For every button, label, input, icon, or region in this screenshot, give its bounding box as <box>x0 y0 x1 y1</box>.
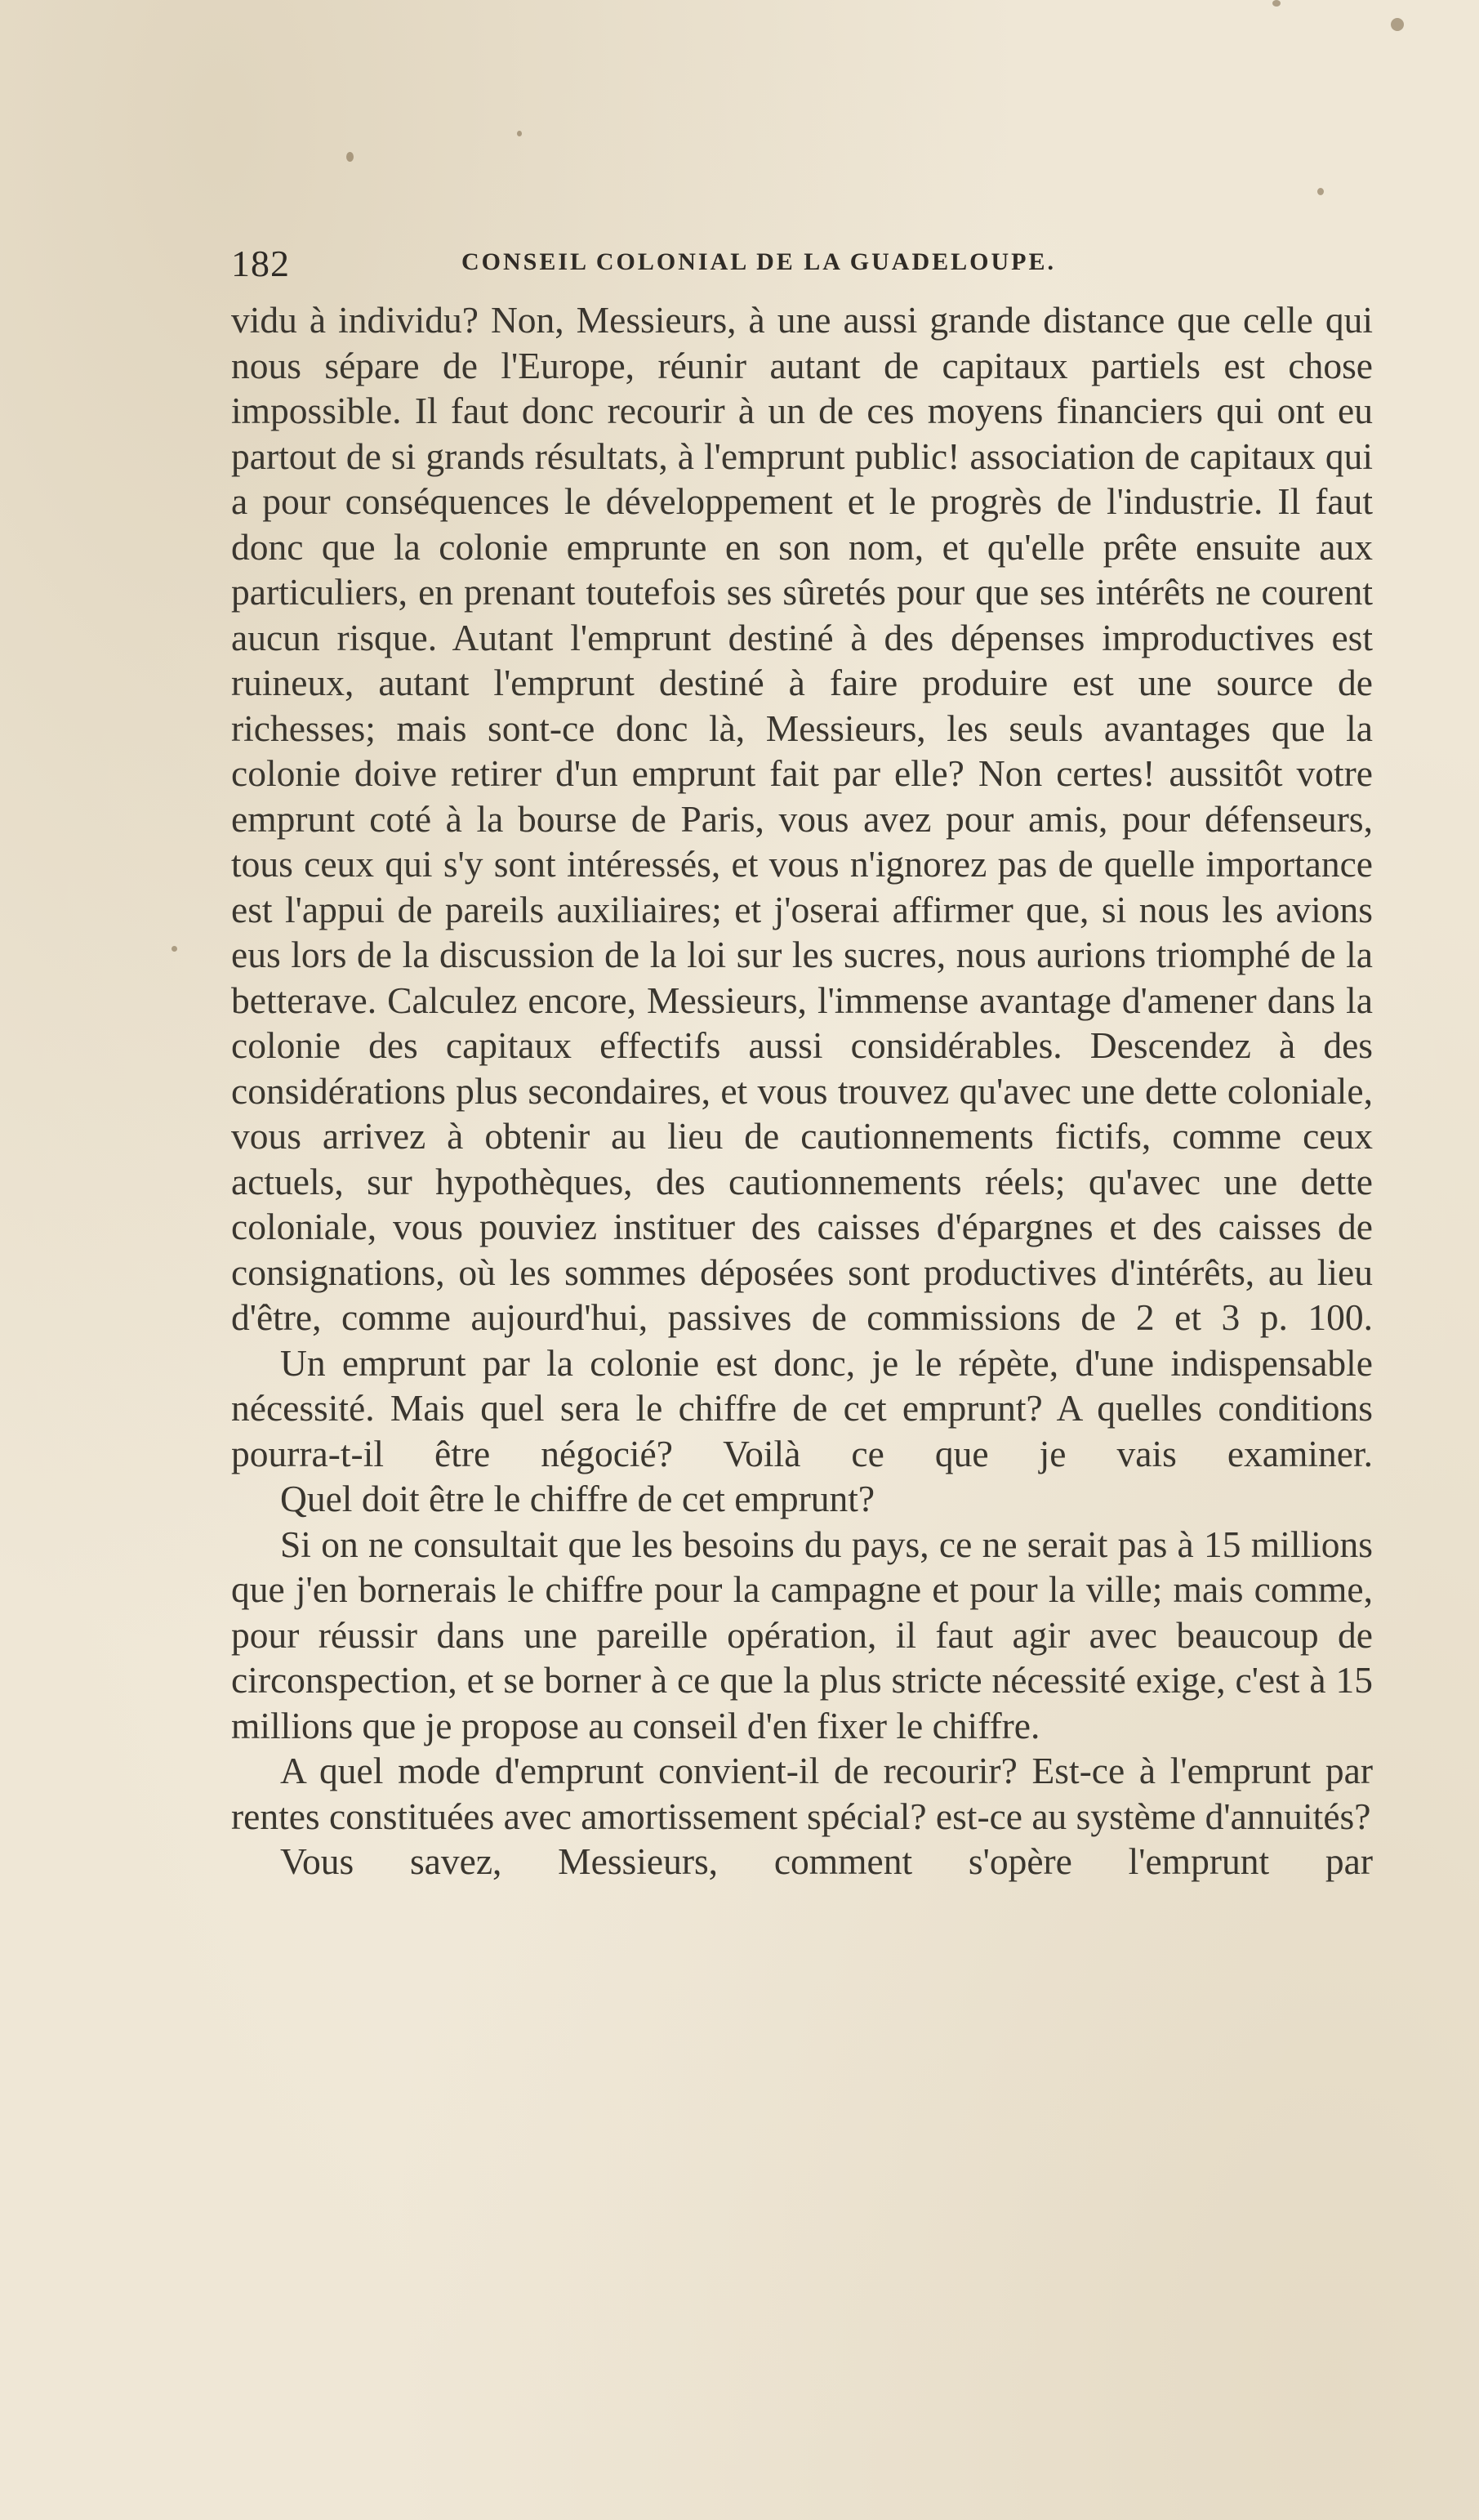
running-title: CONSEIL COLONIAL DE LA GUADELOUPE. <box>461 248 1056 275</box>
foxing-spot <box>172 946 177 952</box>
paragraph: Un emprunt par la colonie est donc, je le répète, d'une indispensable nécessité. Mais quel sera le chiffre de cet emprunt? A quelles conditions pourra-t-il être négocié? Voilà ce que je vais examiner. <box>231 1341 1373 1474</box>
paragraph: Vous savez, Messieurs, comment s'opère l'emprunt par <box>280 1840 1373 1882</box>
foxing-spot <box>1391 18 1404 31</box>
foxing-spot <box>1272 0 1281 7</box>
page-number: 182 <box>231 243 290 284</box>
running-head <box>231 242 1325 291</box>
paragraph: Quel doit être le chiffre de cet emprunt? <box>280 1478 875 1519</box>
paragraph: vidu à individu? Non, Messieurs, à une aussi grande distance que celle qui nous sépare de l'Europe, réunir autant de capitaux partiels est chose impossible. Il faut donc recourir à un de ces moyens financiers qui ont eu partout de si grands résultats, à l'emprunt public! association de capitaux qui a pour conséquences le développement et le progrès de l'industrie. Il faut donc que la colonie emprunte en son nom, et qu'elle prête ensuite aux particuliers, en prenant toutefois ses sûretés pour que ses intérêts ne courent aucun risque. Autant l'emprunt destiné à des dépenses improductives est ruineux, autant l'emprunt destiné à faire produire est une source de richesses; mais sont-ce donc là, Messieurs, les seuls avantages que la colonie doive retirer d'un emprunt fait par elle? Non certes! aussitôt votre emprunt coté à la bourse de Paris, vous avez pour amis, pour défenseurs, tous ceux qui s'y sont intéressés, et vous n'ignorez pas de quelle importance est l'appui de pareils auxiliaires; et j'oserai affirmer que, si nous les avions eus lors de la discussion de la loi sur les sucres, nous aurions triomphé de la betterave. Calculez encore, Messieurs, l'immense avantage d'amener dans la colonie des capitaux effectifs aussi considérables. Descendez à des considérations plus secondaires, et vous trouvez qu'avec une dette coloniale, vous arrivez à obtenir au lieu de cautionnements fictifs, comme ceux actuels, sur hypothèques, des cautionnements réels; qu'avec une dette coloniale, vous pouviez instituer des caisses d'épargnes et des caisses de consignations, où les sommes déposées sont productives d'intérêts, au lieu d'être, comme aujourd'hui, passives de commissions de 2 et 3 p. 100. <box>231 299 1373 1338</box>
paragraph: A quel mode d'emprunt convient-il de recourir? Est-ce à l'emprunt par rentes constituées avec amortissement spécial? est-ce au système d'annuités? <box>231 1750 1373 1837</box>
paragraph: Si on ne consultait que les besoins du pays, ce ne serait pas à 15 millions que j'en bornerais le chiffre pour la campagne et pour la ville; mais comme, pour réussir dans une pareille opération, il faut agir avec beaucoup de circonspection, et se borner à ce que la plus stricte nécessité exige, c'est à 15 millions que je propose au conseil d'en fixer le chiffre. <box>231 1523 1373 1746</box>
foxing-spot <box>346 152 354 162</box>
body-text <box>231 297 1373 1884</box>
foxing-spot <box>517 131 522 136</box>
foxing-spot <box>1317 188 1324 195</box>
